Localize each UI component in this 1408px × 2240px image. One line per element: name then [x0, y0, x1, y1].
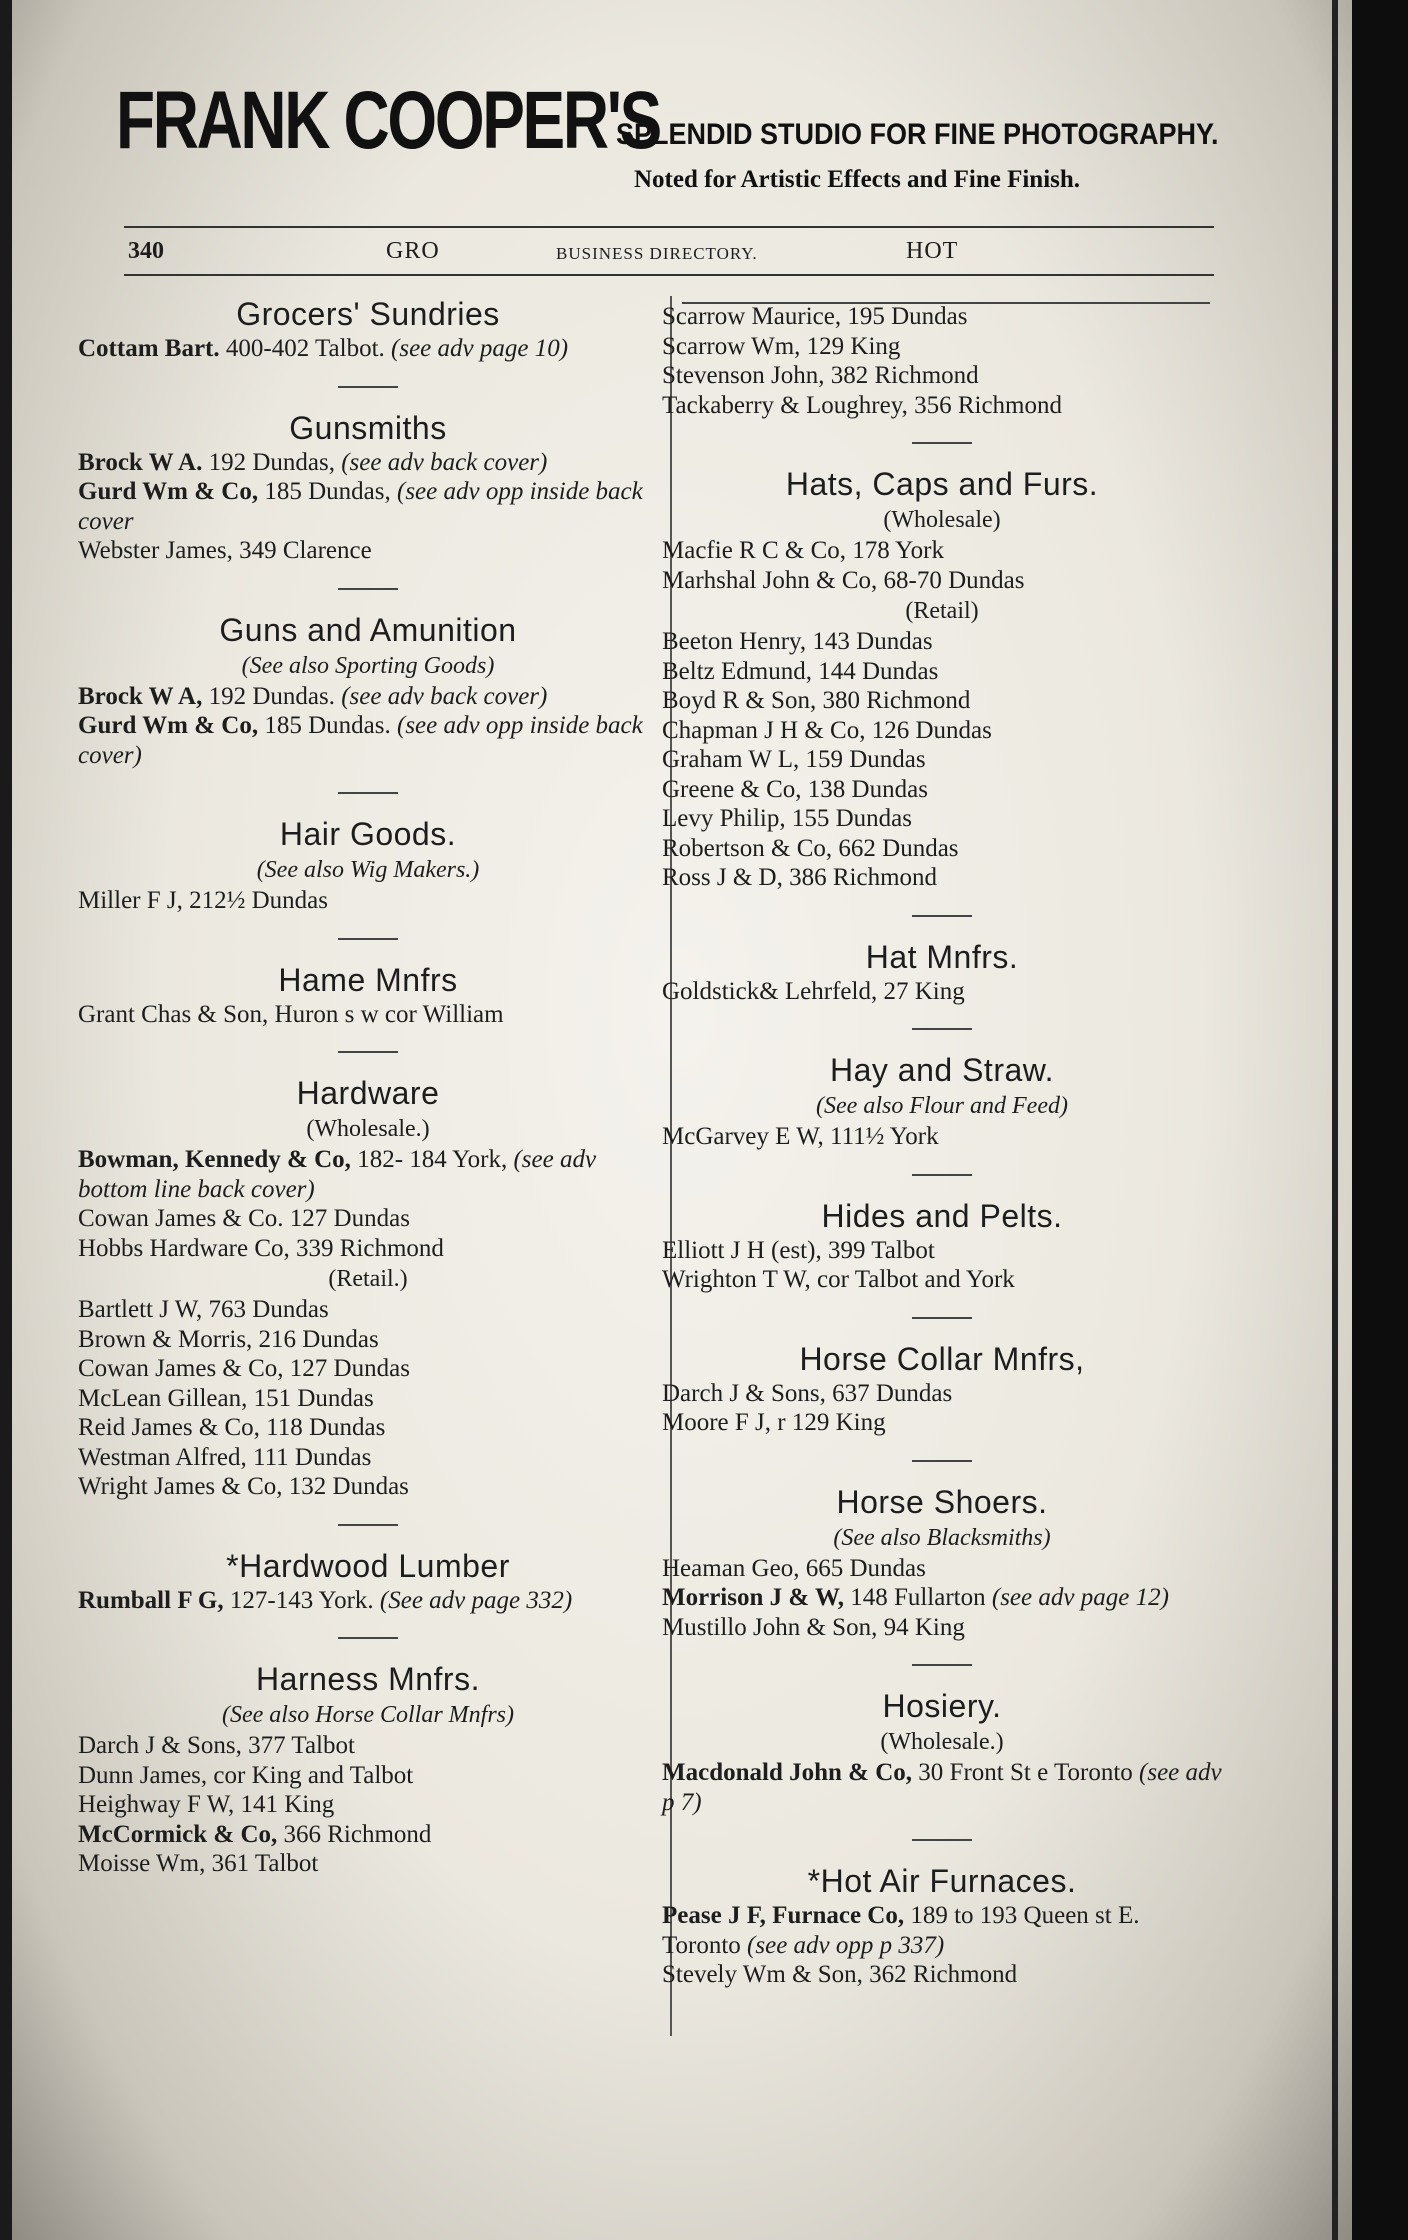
directory-entry — [78, 1295, 658, 1325]
section-subheading: (Wholesale) — [883, 507, 1001, 533]
entry-advert-reference: (See adv page 332) — [373, 1586, 573, 1614]
section-subheading: (Wholesale.) — [306, 1116, 430, 1142]
entry-advert-reference: (see adv opp inside back cover — [78, 478, 643, 535]
section-heading: Hides and Pelts. — [821, 1197, 1063, 1234]
section-subheading: (Retail.) — [328, 1266, 408, 1292]
entry-address: Elliott J H (est), 399 Talbot — [662, 1236, 935, 1264]
section-separator-rule — [912, 1174, 972, 1176]
directory-section — [662, 1482, 1222, 1643]
section-separator-rule — [912, 1317, 972, 1319]
entry-address: Dunn James, cor King and Talbot — [78, 1761, 414, 1789]
header-right-guide-word: HOT — [906, 238, 959, 264]
section-separator-rule — [338, 1637, 398, 1639]
directory-entry — [78, 886, 658, 916]
entry-address: Darch J & Sons, 377 Talbot — [78, 1732, 355, 1759]
right-column — [662, 302, 1222, 1990]
entry-address: Moore F J, r 129 King — [662, 1409, 886, 1436]
entry-address: 182- 184 York, — [350, 1146, 508, 1173]
entry-address: 400-402 Talbot. — [219, 335, 385, 362]
entry-address: 192 Dundas, — [202, 448, 335, 476]
directory-entry — [662, 627, 1222, 657]
entry-address: Graham W L, 159 Dundas — [662, 746, 926, 773]
page-number: 340 — [128, 238, 164, 264]
directory-entry — [662, 804, 1222, 834]
directory-entry — [78, 711, 658, 770]
entry-address: Hobbs Hardware Co, 339 Richmond — [78, 1234, 444, 1262]
entry-advert-reference: (see adv opp p 337) — [740, 1931, 945, 1959]
directory-entry — [662, 1265, 1222, 1295]
section-heading: Hats, Caps and Furs. — [785, 466, 1099, 502]
banner-studio-name: FRANK COOPER'S — [116, 75, 660, 166]
section-subheading: (Wholesale.) — [880, 1729, 1004, 1755]
entry-address: 185 Dundas, — [258, 478, 391, 505]
section-separator-rule — [338, 588, 398, 590]
directory-entry — [662, 745, 1222, 775]
entry-advert-reference: (see adv page 12) — [985, 1584, 1169, 1611]
entry-business-name: Brock W A. — [78, 448, 203, 476]
entry-address: Wright James & Co, 132 Dundas — [78, 1473, 409, 1500]
directory-entry — [78, 1586, 658, 1616]
directory-entry — [78, 1384, 658, 1414]
directory-section — [78, 1546, 658, 1616]
entry-address: Greene & Co, 138 Dundas — [662, 775, 928, 803]
entry-address: 185 Dundas. — [258, 712, 391, 739]
section-separator-rule — [338, 386, 398, 388]
directory-entry — [662, 1583, 1222, 1613]
banner-tagline: SPLENDID STUDIO FOR FINE PHOTOGRAPHY. — [616, 118, 1219, 151]
directory-section — [662, 1686, 1222, 1817]
entry-address: Grant Chas & Son, Huron s w cor William — [78, 1000, 504, 1028]
entry-address: Macfie R C & Co, 178 York — [662, 537, 944, 564]
section-separator-rule — [912, 1028, 972, 1030]
directory-section — [662, 302, 1222, 420]
entry-address: 366 Richmond — [277, 1820, 432, 1848]
entry-business-name: Bowman, Kennedy & Co, — [78, 1146, 351, 1173]
section-separator-rule — [338, 938, 398, 940]
entry-business-name: Brock W A, — [78, 682, 203, 710]
entry-address: McLean Gillean, 151 Dundas — [78, 1384, 374, 1412]
running-header — [124, 228, 1214, 274]
directory-section — [662, 1339, 1222, 1438]
entry-advert-reference: (see adv back cover) — [334, 682, 548, 710]
directory-section — [662, 937, 1222, 1007]
directory-entry — [78, 1145, 658, 1204]
entry-business-name: Rumball F G, — [78, 1586, 224, 1614]
directory-entry — [662, 332, 1222, 362]
entry-address: Tackaberry & Loughrey, 356 Richmond — [662, 391, 1062, 419]
directory-section — [78, 294, 658, 364]
section-separator-rule — [338, 1051, 398, 1053]
entry-business-name: Macdonald John & Co, — [662, 1759, 913, 1786]
entry-address: 127-143 York. — [223, 1586, 374, 1614]
section-separator-rule — [912, 915, 972, 917]
section-cross-reference: (See also Blacksmiths) — [833, 1524, 1051, 1551]
entry-address: Reid James & Co, 118 Dundas — [78, 1414, 386, 1441]
directory-section — [78, 960, 658, 1030]
section-heading: Grocers' Sundries — [236, 296, 500, 332]
directory-entry — [78, 682, 658, 712]
entry-address: Levy Philip, 155 Dundas — [662, 805, 912, 832]
section-heading: Hay and Straw. — [830, 1052, 1054, 1088]
entry-advert-reference: (see adv page 10) — [384, 335, 569, 362]
section-heading: *Hardwood Lumber — [226, 1547, 510, 1584]
entry-business-name: McCormick & Co, — [78, 1820, 278, 1848]
entry-address: Stevely Wm & Son, 362 Richmond — [662, 1961, 1018, 1988]
directory-entry — [662, 1122, 1222, 1152]
entry-business-name: Gurd Wm & Co, — [78, 478, 259, 505]
directory-entry — [662, 716, 1222, 746]
entry-address: Goldstick& Lehrfeld, 27 King — [662, 977, 965, 1005]
directory-section — [78, 610, 658, 771]
banner-subtagline: Noted for Artistic Effects and Fine Finish. — [634, 166, 1081, 193]
entry-advert-reference: (see adv p 7) — [662, 1759, 1222, 1816]
directory-entry — [78, 1000, 658, 1030]
entry-advert-reference: (see adv bottom line back cover) — [78, 1146, 597, 1203]
directory-entry — [662, 686, 1222, 716]
directory-entry — [662, 566, 1222, 596]
directory-entry — [662, 1408, 1222, 1438]
section-heading: Harness Mnfrs. — [256, 1661, 480, 1697]
directory-entry — [78, 477, 658, 536]
directory-entry — [78, 536, 658, 566]
directory-section — [78, 1073, 658, 1502]
section-heading: Gunsmiths — [289, 409, 447, 446]
section-heading: Hat Mnfrs. — [865, 938, 1019, 975]
entry-address: 30 Front St e Toronto — [912, 1759, 1133, 1786]
entry-address: Stevenson John, 382 Richmond — [662, 362, 979, 389]
directory-entry — [662, 977, 1222, 1007]
directory-entry — [662, 834, 1222, 864]
directory-entry — [662, 1901, 1222, 1960]
section-heading: Guns and Amunition — [219, 611, 517, 648]
directory-section — [78, 814, 658, 916]
entry-address: Marhshal John & Co, 68-70 Dundas — [662, 566, 1025, 594]
section-separator-rule — [912, 1839, 972, 1841]
entry-address: Miller F J, 212½ Dundas — [78, 887, 328, 914]
directory-entry — [662, 863, 1222, 893]
directory-entry — [78, 448, 658, 478]
section-separator-rule — [338, 1524, 398, 1526]
directory-entry — [78, 1849, 658, 1879]
entry-address: Moisse Wm, 361 Talbot — [78, 1850, 319, 1877]
directory-entry — [78, 1413, 658, 1443]
entry-business-name: Morrison J & W, — [662, 1584, 844, 1611]
header-left-guide-word: GRO — [386, 238, 440, 264]
entry-address: Cowan James & Co. 127 Dundas — [78, 1205, 410, 1232]
directory-entry — [78, 1731, 658, 1761]
entry-address: Brown & Morris, 216 Dundas — [78, 1325, 379, 1353]
section-separator-rule — [912, 1460, 972, 1462]
entry-address: 192 Dundas. — [202, 682, 335, 710]
directory-section — [662, 1861, 1222, 1990]
entry-address: Ross J & D, 386 Richmond — [662, 864, 938, 891]
section-heading: *Hot Air Furnaces. — [807, 1863, 1077, 1899]
directory-section — [662, 464, 1222, 893]
directory-section — [662, 1050, 1222, 1152]
left-column — [78, 288, 658, 1879]
section-cross-reference: (See also Wig Makers.) — [256, 857, 480, 883]
section-heading: Hair Goods. — [279, 816, 457, 852]
directory-entry — [78, 1234, 658, 1264]
directory-entry — [662, 302, 1222, 332]
entry-advert-reference: (see adv back cover) — [334, 448, 548, 476]
entry-address: Bartlett J W, 763 Dundas — [78, 1296, 329, 1323]
entry-address: Webster James, 349 Clarence — [78, 537, 372, 564]
directory-entry — [78, 1204, 658, 1234]
entry-address: Scarrow Maurice, 195 Dundas — [662, 303, 968, 330]
entry-address: Boyd R & Son, 380 Richmond — [662, 687, 971, 714]
section-cross-reference: (See also Sporting Goods) — [241, 652, 495, 679]
entry-address: Robertson & Co, 662 Dundas — [662, 834, 959, 862]
directory-entry — [78, 1761, 658, 1791]
entry-advert-reference: (see adv opp inside back cover) — [78, 712, 643, 769]
directory-entry — [78, 1790, 658, 1820]
section-heading: Hame Mnfrs — [278, 961, 458, 998]
entry-address: Heaman Geo, 665 Dundas — [662, 1554, 926, 1582]
directory-entry — [662, 361, 1222, 391]
directory-entry — [78, 334, 658, 364]
entry-address: 148 Fullarton — [843, 1584, 986, 1611]
directory-section — [78, 1659, 658, 1879]
directory-entry — [662, 1236, 1222, 1266]
entry-address: Heighway F W, 141 King — [78, 1791, 335, 1818]
directory-entry — [662, 1379, 1222, 1409]
entry-address: Scarrow Wm, 129 King — [662, 332, 901, 360]
directory-entry — [662, 657, 1222, 687]
entry-address: Westman Alfred, 111 Dundas — [78, 1443, 372, 1471]
entry-address: Beeton Henry, 143 Dundas — [662, 628, 933, 655]
page-edge-shadow — [1332, 0, 1338, 2240]
section-separator-rule — [338, 792, 398, 794]
section-separator-rule — [912, 442, 972, 444]
section-heading: Hosiery. — [882, 1688, 1002, 1724]
entry-business-name: Cottam Bart. — [78, 335, 220, 362]
section-heading: Horse Shoers. — [836, 1483, 1048, 1520]
header-title: BUSINESS DIRECTORY. — [556, 244, 758, 263]
directory-entry — [662, 1758, 1222, 1817]
directory-entry — [662, 775, 1222, 805]
advertisement-banner — [116, 74, 1236, 194]
directory-section — [78, 408, 658, 566]
entry-address: Cowan James & Co, 127 Dundas — [78, 1355, 410, 1382]
directory-page — [12, 0, 1352, 2240]
directory-entry — [662, 1960, 1222, 1990]
section-cross-reference: (See also Horse Collar Mnfrs) — [222, 1702, 514, 1728]
directory-entry — [662, 1554, 1222, 1584]
directory-entry — [662, 1613, 1222, 1643]
directory-entry — [78, 1325, 658, 1355]
entry-address: Beltz Edmund, 144 Dundas — [662, 657, 939, 685]
entry-business-name: Gurd Wm & Co, — [78, 712, 259, 739]
directory-entry — [78, 1472, 658, 1502]
directory-entry — [78, 1820, 658, 1850]
entry-business-name: Pease J F, Furnace Co, — [662, 1902, 905, 1929]
scan-border — [1352, 0, 1408, 2240]
directory-section — [662, 1196, 1222, 1295]
header-rule-bottom — [124, 274, 1214, 276]
entry-address: Chapman J H & Co, 126 Dundas — [662, 716, 992, 744]
section-cross-reference: (See also Flour and Feed) — [816, 1093, 1068, 1119]
entry-address: 189 to 193 Queen st E. Toronto — [662, 1902, 1140, 1959]
directory-entry — [78, 1354, 658, 1384]
entry-address: Wrighton T W, cor Talbot and York — [662, 1266, 1015, 1293]
section-heading: Hardware — [296, 1075, 440, 1111]
section-heading: Horse Collar Mnfrs, — [799, 1340, 1085, 1377]
entry-address: Darch J & Sons, 637 Dundas — [662, 1379, 953, 1407]
section-subheading: (Retail) — [905, 598, 979, 624]
directory-entry — [662, 536, 1222, 566]
entry-address: McGarvey E W, 111½ York — [662, 1123, 939, 1150]
entry-address: Mustillo John & Son, 94 King — [662, 1613, 965, 1641]
directory-entry — [662, 391, 1222, 421]
section-separator-rule — [912, 1664, 972, 1666]
directory-entry — [78, 1443, 658, 1473]
